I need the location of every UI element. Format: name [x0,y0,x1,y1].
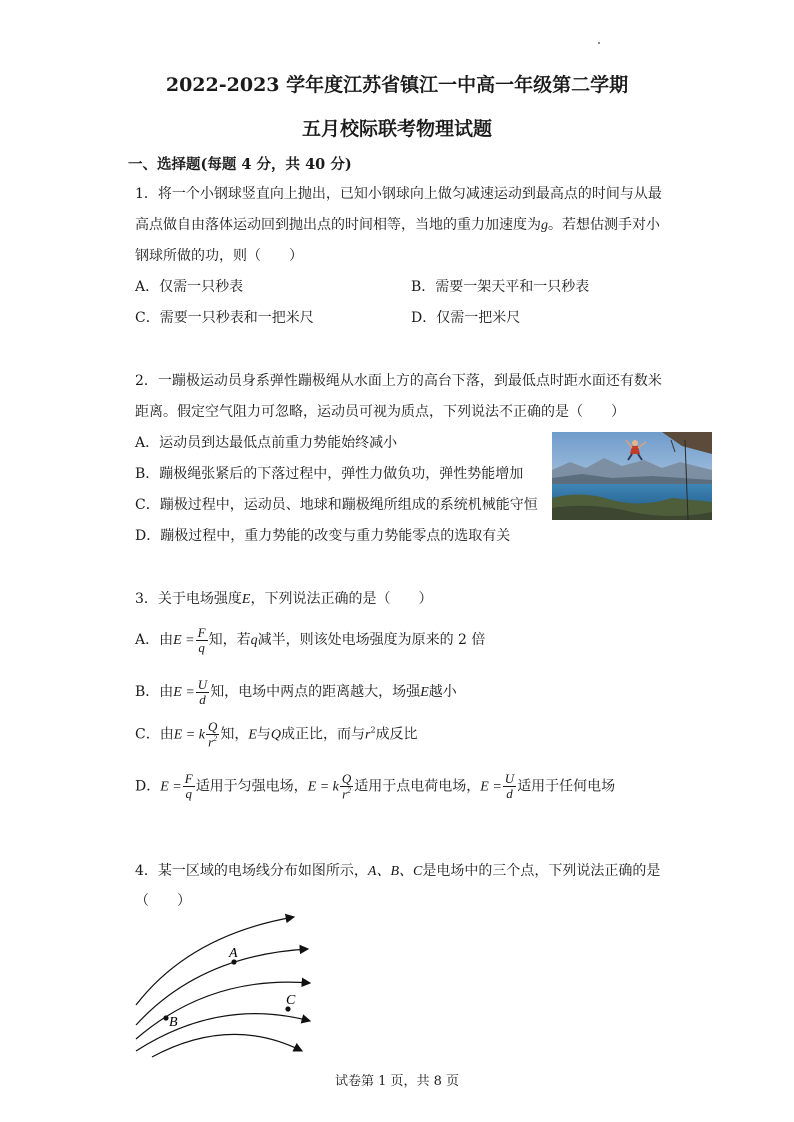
q4-stem-line1: 4．某一区域的电场线分布如图所示，A、B、C是电场中的三个点，下列说法正确的是 [135,863,661,879]
q2-stem-line1: 2．一蹦极运动员身系弹性蹦极绳从水面上方的高台下落，到最低点时距水面还有数米 [135,373,662,389]
q1-stem-line2: 高点做自由落体运动回到抛出点的时间相等，当地的重力加速度为g。若想估测手对小 [135,217,660,233]
q3-option-a: A．由E = $\frac{F}{q}$ 知，若q减半，则该处电场强度为原来的 2 倍 [135,625,486,655]
fraction-f-over-q-d: $\frac{F}{q}$ [184,771,193,801]
fraction-f-over-q: $\frac{F}{q}$ [197,625,206,655]
q1-option-d: D．仅需一把米尺 [411,310,521,326]
label-a: A [229,946,238,961]
exam-title-line2: 五月校际联考物理试题 [301,118,492,140]
field-line-3 [136,982,310,1039]
label-c: C [286,993,296,1008]
q3-option-c: C．由E = k $\frac{Q}{r^2}$ 知，E与Q成正比，而与$r^2$成反比 [135,719,418,749]
q1-stem-line3: 钢球所做的功，则（ ） [135,248,303,264]
q3-option-d: D．E = $\frac{F}{q}$ 适用于匀强电场，E = k $\frac{Q}{r^2}$ 适用于点电荷电场，E = $\frac{U}{d}$ 适用于任何电场 [135,771,616,801]
field-line-2 [136,949,308,1025]
fraction-q-over-r2: $\frac{Q}{r^2}$ [207,719,218,749]
q2-stem-line2: 距离。假定空气阻力可忽略，运动员可视为质点，下列说法不正确的是（ ） [135,404,625,420]
q2-option-b: B．蹦极绳张紧后的下落过程中，弹性力做负功，弹性势能增加 [135,466,524,482]
q1-option-b: B．需要一架天平和一只秒表 [411,279,590,295]
q1-option-a: A．仅需一只秒表 [135,279,244,295]
label-b: B [169,1015,178,1030]
fraction-u-over-d-d: $\frac{U}{d}$ [504,771,515,801]
point-b [163,1015,168,1020]
scan-speck [598,42,600,44]
section-heading: 一、选择题(每题 4 分，共 40 分) [128,156,352,173]
field-lines-drawing [130,905,330,1065]
exam-title-line1: 2022-2023 学年度江苏省镇江一中高一年级第二学期 [165,74,629,96]
fraction-q-over-r2-d: $\frac{Q}{r^2}$ [341,771,352,801]
field-line-1 [136,917,294,1005]
q1-option-c: C．需要一只秒表和一把米尺 [135,310,314,326]
electric-field-lines-figure [130,905,330,1065]
q2-option-a: A．运动员到达最低点前重力势能始终减小 [135,435,398,451]
q4-stem-line2: （ ） [135,893,191,909]
q3-option-b: B．由E = $\frac{U}{d}$ 知，电场中两点的距离越大，场强E越小 [135,677,457,707]
q3-stem: 3．关于电场强度E，下列说法正确的是（ ） [135,591,433,607]
bungee-photo-drawing [552,432,712,520]
field-line-5 [152,1034,302,1057]
q2-option-c: C．蹦极过程中，运动员、地球和蹦极绳所组成的系统机械能守恒 [135,497,538,513]
bungee-jump-photo [552,432,712,520]
fraction-u-over-d: $\frac{U}{d}$ [197,677,208,707]
q2-option-d: D．蹦极过程中，重力势能的改变与重力势能零点的选取有关 [135,528,511,544]
q1-stem-line1: 1．将一个小钢球竖直向上抛出，已知小钢球向上做匀减速运动到最高点的时间与从最 [135,186,662,202]
page-footer: 试卷第 1 页，共 8 页 [334,1074,460,1089]
